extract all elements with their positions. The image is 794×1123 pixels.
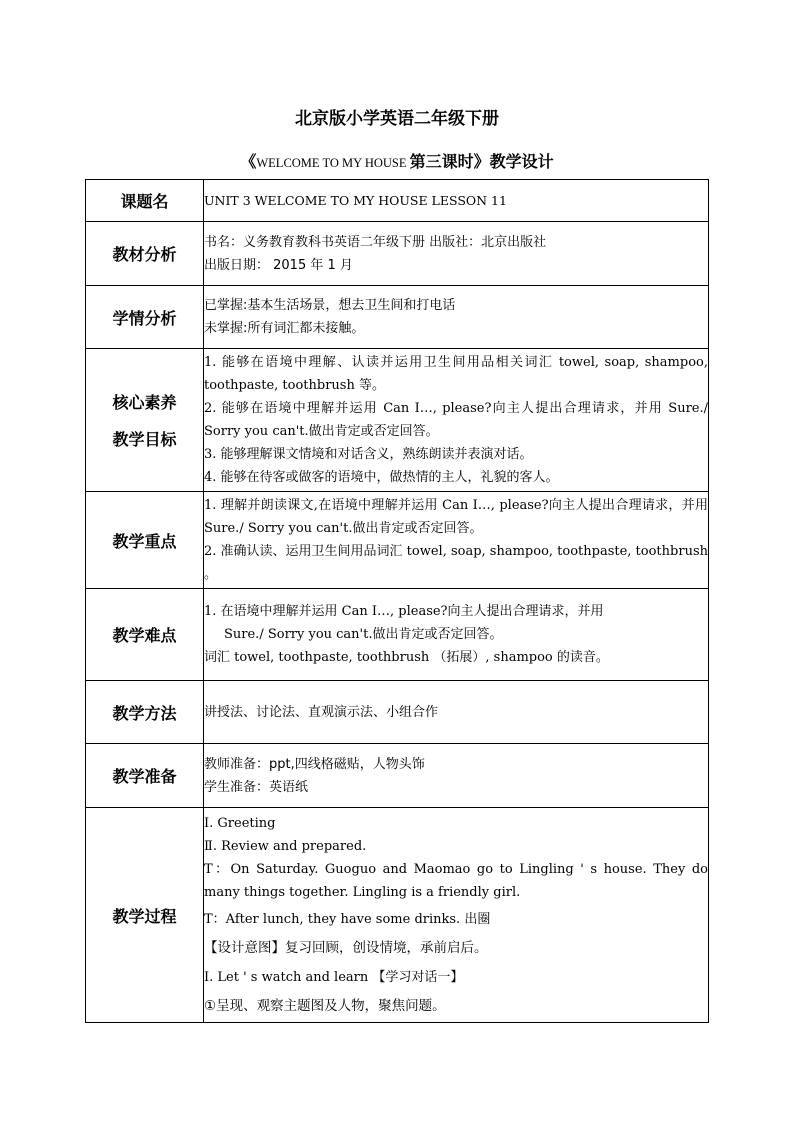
difficulty-line-1: 1. 在语境中理解并运用 Can I…, please?向主人提出合理请求，并用 bbox=[204, 604, 604, 619]
label-methods: 教学方法 bbox=[86, 681, 204, 744]
process-line: 【设计意图】复习回顾，创设情境，承前启后。 bbox=[204, 940, 488, 956]
difficulties-content bbox=[204, 589, 709, 681]
subtitle-english: WELCOME TO MY HOUSE bbox=[256, 156, 410, 170]
process-line: Ⅱ. Review and prepared. bbox=[204, 839, 367, 854]
process-content bbox=[204, 808, 709, 1023]
keypoint-item: 2. 准确认读、运用卫生间用品词汇 towel, soap, shampoo, toothpaste, toothbrush 。 bbox=[204, 544, 708, 582]
row-difficulties bbox=[86, 589, 709, 681]
goals-content bbox=[204, 349, 709, 492]
learner-line-1: 已掌握:基本生活场景，想去卫生间和打电话 bbox=[204, 298, 456, 313]
lesson-plan-table bbox=[85, 179, 709, 1023]
label-goals bbox=[86, 349, 204, 492]
process-line: T：On Saturday. Guoguo and Maomao go to Lingling ' s house. They do many things together. Lingling is a friendly girl. bbox=[204, 862, 708, 900]
document-subtitle bbox=[0, 149, 794, 172]
label-material: 教材分析 bbox=[86, 222, 204, 286]
row-methods bbox=[86, 681, 709, 744]
label-process: 教学过程 bbox=[86, 808, 204, 1023]
row-goals bbox=[86, 349, 709, 492]
label-goals-line-2: 教学目标 bbox=[112, 430, 177, 449]
process-line: ①呈现、观察主题图及人物，聚焦问题。 bbox=[204, 998, 446, 1014]
material-line-2: 出版日期： 2015 年 1 月 bbox=[204, 257, 353, 273]
label-goals-line-1: 核心素养 bbox=[112, 393, 177, 412]
topic-text: UNIT 3 WELCOME TO MY HOUSE LESSON 11 bbox=[204, 180, 709, 222]
row-material bbox=[86, 222, 709, 286]
label-difficulties: 教学难点 bbox=[86, 589, 204, 681]
label-topic: 课题名 bbox=[86, 180, 204, 222]
keypoint-item: 1. 理解并朗读课文,在语境中理解并运用 Can I…, please?向主人提出合理请求，并用 Sure./ Sorry you can't.做出肯定或否定回答。 bbox=[204, 498, 708, 536]
learner-line-2: 未掌握:所有词汇都未接触。 bbox=[204, 321, 365, 336]
label-preparation: 教学准备 bbox=[86, 744, 204, 808]
document-title: 北京版小学英语二年级下册 bbox=[295, 109, 499, 129]
difficulty-line-3: 词汇 towel, toothpaste, toothbrush （拓展）, shampoo 的读音。 bbox=[204, 650, 609, 665]
row-process bbox=[86, 808, 709, 1023]
goal-item: 4. 能够在待客或做客的语境中，做热情的主人，礼貌的客人。 bbox=[204, 470, 559, 485]
process-line: Ⅰ. Greeting bbox=[204, 816, 276, 831]
subtitle-chinese: 第三课时》教学设计 bbox=[409, 152, 554, 171]
row-preparation bbox=[86, 744, 709, 808]
subtitle-prefix: 《 bbox=[240, 152, 257, 171]
row-keypoints bbox=[86, 492, 709, 589]
material-line-1: 书名：义务教育教科书英语二年级下册 出版社：北京出版社 bbox=[204, 234, 547, 250]
learner-content bbox=[204, 286, 709, 349]
difficulty-line-2: Sure./ Sorry you can't.做出肯定或否定回答。 bbox=[224, 627, 503, 642]
goal-item: 1. 能够在语境中理解、认读并运用卫生间用品相关词汇 towel, soap, shampoo, toothpaste, toothbrush 等。 bbox=[204, 355, 708, 393]
methods-text: 讲授法、讨论法、直观演示法、小组合作 bbox=[204, 681, 709, 744]
process-line: T：After lunch, they have some drinks. 出圈 bbox=[204, 912, 491, 927]
row-learner bbox=[86, 286, 709, 349]
goal-item: 3. 能够理解课文情境和对话含义，熟练朗读并表演对话。 bbox=[204, 447, 533, 462]
label-learner: 学情分析 bbox=[86, 286, 204, 349]
row-topic bbox=[86, 180, 709, 222]
material-content bbox=[204, 222, 709, 286]
keypoints-content bbox=[204, 492, 709, 589]
preparation-line-2: 学生准备：英语纸 bbox=[204, 779, 309, 795]
label-keypoints: 教学重点 bbox=[86, 492, 204, 589]
preparation-content bbox=[204, 744, 709, 808]
preparation-line-1: 教师准备：ppt,四线格磁贴，人物头饰 bbox=[204, 756, 425, 772]
goal-item: 2. 能够在语境中理解并运用 Can I…, please?向主人提出合理请求，并用 Sure./ Sorry you can't.做出肯定或否定回答。 bbox=[204, 401, 708, 439]
process-line: Ⅰ. Let ' s watch and learn 【学习对话一】 bbox=[204, 970, 464, 985]
